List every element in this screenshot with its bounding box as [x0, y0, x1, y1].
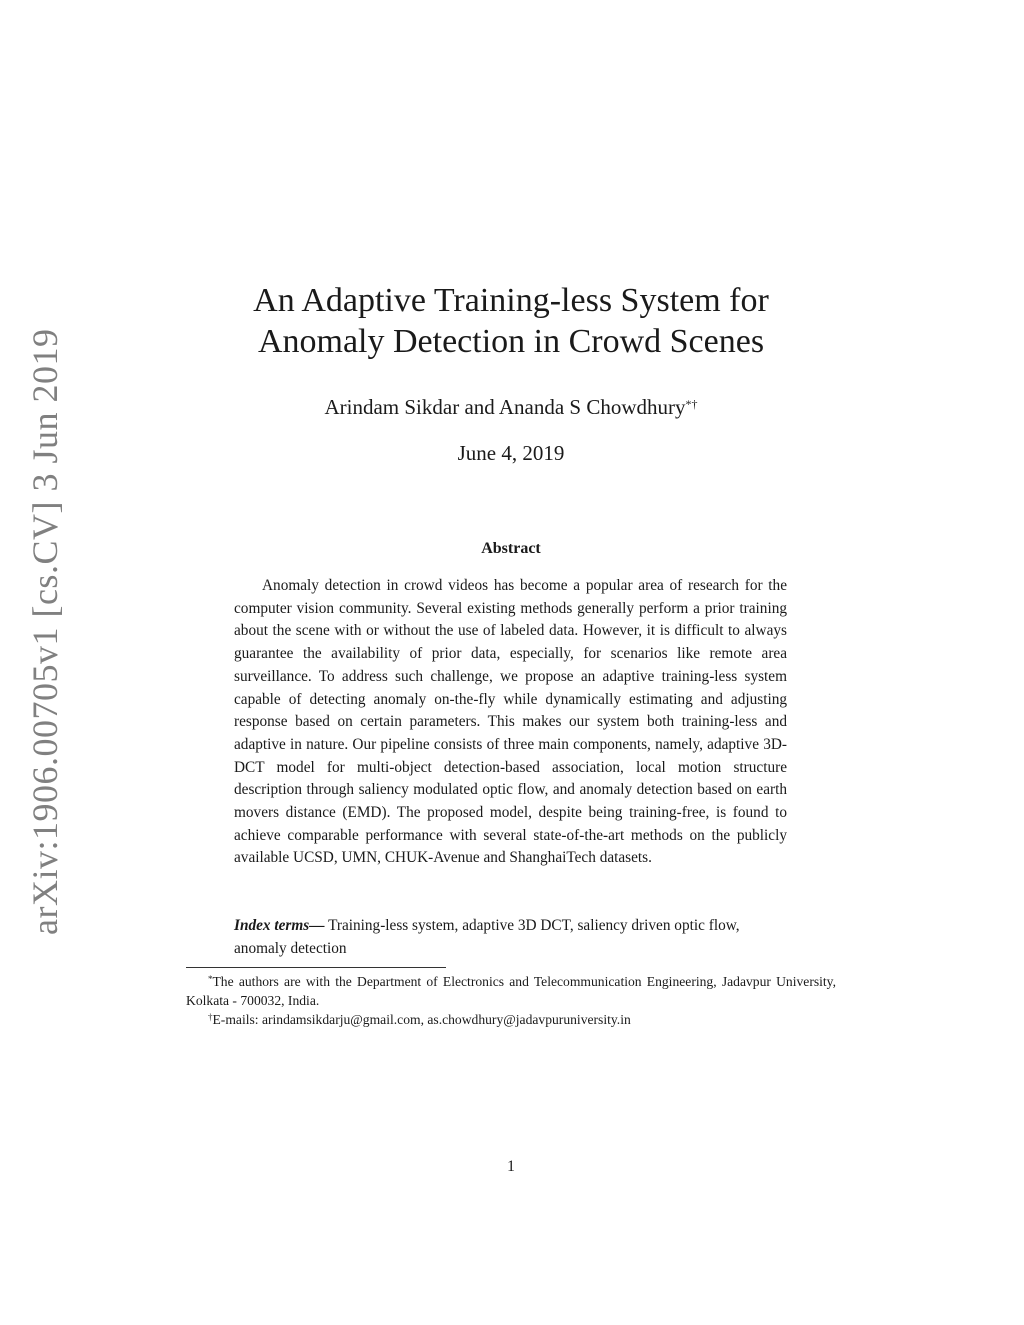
index-terms-text: Training-less system, adaptive 3D DCT, saliency driven optic flow, anomaly detection	[234, 917, 740, 957]
footnote-emails	[186, 1010, 836, 1029]
title-line-1: An Adaptive Training-less System for	[253, 282, 769, 319]
abstract-body	[234, 575, 787, 870]
index-terms	[234, 915, 787, 960]
author-footnote-marks: *†	[685, 397, 698, 411]
arxiv-side-stamp: arXiv:1906.00705v1 [cs.CV] 3 Jun 2019	[25, 328, 65, 935]
index-terms-label: Index terms—	[234, 917, 325, 934]
publication-date: June 4, 2019	[457, 441, 565, 465]
footnotes	[186, 972, 836, 1029]
footnote2-text: E-mails: arindamsikdarju@gmail.com, as.chowdhury@jadavpuruniversity.in	[212, 1012, 631, 1027]
author-list	[186, 394, 836, 420]
paper-title	[186, 280, 836, 362]
abstract-heading: Abstract	[481, 540, 541, 557]
abstract-text: Anomaly detection in crowd videos has become a popular area of research for the computer vision community. Several existing methods generally perform a prior training about the scene with or without the use of labeled data. However, it is difficult to always guarantee the availability of prior data, especially, for scenarios like remote area surveillance. To address such challenge, we propose an adaptive training-less system capable of detecting anomaly on-the-fly while dynamically estimating and adjusting response based on certain parameters. This makes our system both training-less and adaptive in nature. Our pipeline consists of three main components, namely, adaptive 3D-DCT model for multi-object detection-based association, local motion structure description through saliency modulated optic flow, and anomaly detection based on earth movers distance (EMD). The proposed model, despite being training-free, is found to achieve comparable performance with several state-of-the-art methods on the publicly available UCSD, UMN, CHUK-Avenue and ShanghaiTech datasets.	[234, 577, 787, 867]
author-names: Arindam Sikdar and Ananda S Chowdhury	[324, 395, 686, 419]
footnote-divider	[186, 967, 446, 968]
page-number: 1	[507, 1158, 515, 1175]
title-line-2: Anomaly Detection in Crowd Scenes	[257, 323, 765, 360]
footnote1-mark: *	[208, 974, 213, 984]
footnote1-text: The authors are with the Department of Electronics and Telecommunication Engineering, Jadavpur University, Kolkata - 700032, India.	[186, 974, 836, 1008]
footnote2-mark: †	[208, 1012, 213, 1022]
footnote-affiliation	[186, 972, 836, 1010]
